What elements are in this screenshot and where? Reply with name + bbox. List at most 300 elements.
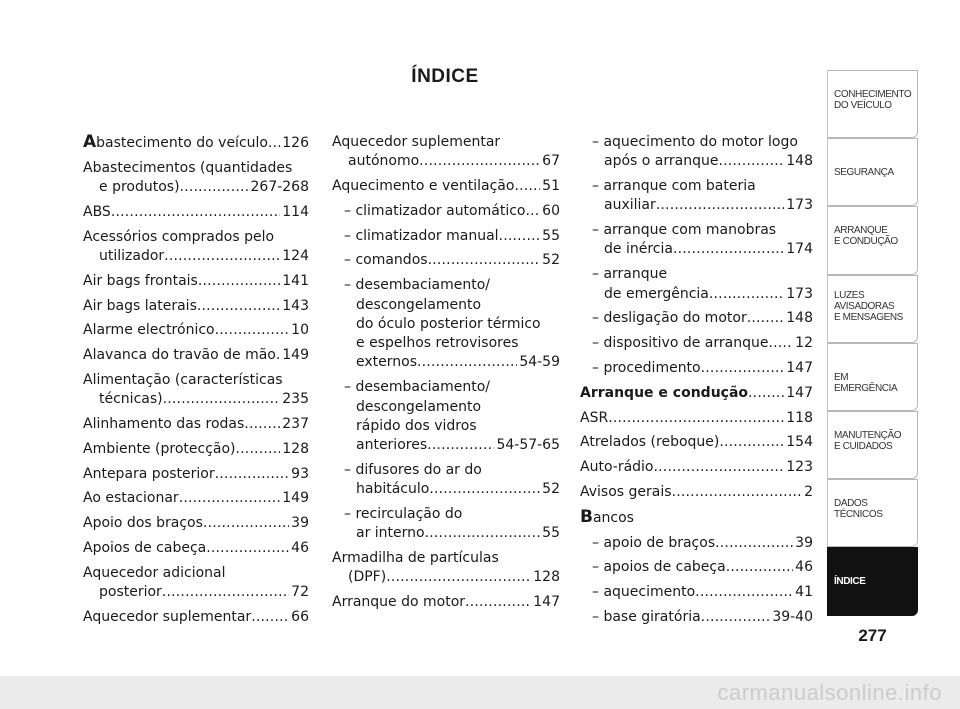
- dot-leader: [715, 534, 793, 553]
- section-tab-label: MANUTENÇÃO: [834, 429, 902, 441]
- dot-leader: [718, 152, 784, 171]
- index-entry-line: [344, 436, 560, 455]
- index-entry-text: [83, 228, 274, 247]
- index-entry-text: [83, 133, 268, 153]
- index-entry-line: [83, 272, 309, 291]
- index-entry-label: – recirculação do: [344, 506, 463, 523]
- index-entry-label: anteriores: [356, 437, 428, 454]
- section-tab-label: DADOS: [834, 498, 868, 510]
- index-entry-label: Atrelados (reboque): [580, 434, 720, 451]
- index-entry: [580, 177, 813, 216]
- index-entry-label: Alavanca do travão de mão: [83, 347, 276, 364]
- index-entry-text: [99, 247, 164, 266]
- index-entry-text: [83, 489, 179, 508]
- index-entry-label: habitáculo: [356, 481, 430, 498]
- index-entry-text: [356, 334, 519, 353]
- index-entry-line: [332, 593, 560, 612]
- index-page-ref: 12: [795, 335, 813, 352]
- dot-leader: [654, 458, 785, 477]
- index-entry-line: [83, 371, 309, 390]
- index-entry-label: Apoios de cabeça: [83, 540, 207, 557]
- index-entry: [332, 251, 560, 270]
- dot-leader: [417, 353, 517, 372]
- index-entry-text: [592, 334, 768, 353]
- index-entry-line: [580, 384, 813, 403]
- index-entry-line: [83, 159, 309, 178]
- index-entry-label: – aquecimento do motor logo: [592, 134, 798, 150]
- dot-leader: [701, 608, 771, 627]
- index-entry-label: Aquecedor suplementar: [83, 608, 252, 625]
- index-entry: [580, 309, 813, 328]
- index-entry-text: [604, 196, 656, 215]
- dot-leader: [429, 480, 540, 499]
- index-entry: [83, 371, 309, 410]
- index-entry-line: [332, 152, 560, 171]
- section-tab-label: SEGURANÇA: [834, 167, 894, 179]
- dot-leader: [656, 196, 785, 215]
- index-page-ref: 147: [786, 359, 813, 376]
- dot-leader: [215, 465, 290, 484]
- index-entry-line: [592, 285, 813, 304]
- index-entry-text: [83, 564, 226, 583]
- index-letter-initial: A: [83, 132, 97, 152]
- index-entry: [580, 265, 813, 304]
- index-entry-text: [356, 480, 429, 499]
- index-entry-line: [344, 398, 560, 417]
- index-page-ref: 128: [282, 440, 309, 457]
- index-entry: [83, 297, 309, 316]
- index-entry-label: Arranque e condução: [580, 384, 749, 401]
- index-entry-line: [580, 409, 813, 428]
- index-entry-line: [344, 378, 560, 397]
- dot-leader: [206, 539, 289, 558]
- index-page-ref: 39: [291, 515, 309, 532]
- index-entry-label: técnicas): [99, 391, 163, 408]
- index-entry-line: [83, 489, 309, 508]
- index-entry-line: [83, 415, 309, 434]
- index-entry-line: [592, 309, 813, 328]
- index-entry-label: do óculo posterior térmico: [356, 315, 541, 332]
- index-entry-line: [83, 583, 309, 602]
- index-page-ref: 46: [795, 559, 813, 576]
- index-entry-line: [83, 228, 309, 247]
- index-entry-label: Air bags laterais: [83, 297, 197, 314]
- index-entry-text: [344, 461, 482, 480]
- index-page-ref: 72: [291, 584, 309, 601]
- index-entry: [83, 346, 309, 365]
- index-entry-text: [332, 549, 499, 568]
- section-tab[interactable]: [827, 70, 918, 138]
- index-entry-text: [592, 583, 695, 602]
- index-entry-label: Apoio dos braços: [83, 515, 203, 532]
- index-entry-line: [83, 178, 309, 197]
- index-entry-text: [356, 524, 425, 543]
- index-entry-line: [83, 514, 309, 533]
- index-entry-label: – arranque com bateria: [592, 178, 756, 195]
- index-entry-label: – dispositivo de arranque: [592, 335, 769, 352]
- index-page-ref: 2: [804, 483, 813, 500]
- index-entry-text: [344, 505, 462, 524]
- index-entry-text: [604, 152, 718, 171]
- index-entry-text: [83, 297, 197, 316]
- section-tab-label: E CUIDADOS: [834, 440, 893, 452]
- dot-leader: [164, 247, 280, 266]
- index-entry-line: [332, 549, 560, 568]
- index-entry-label: – difusores do ar do: [344, 461, 482, 478]
- index-page-ref: 141: [282, 272, 309, 289]
- index-entry-line: [344, 417, 560, 436]
- index-entry: [332, 505, 560, 544]
- index-entry-text: [356, 315, 541, 334]
- index-entry-line: [332, 568, 560, 587]
- index-entry-label: Arranque do motor: [332, 594, 466, 611]
- index-page-ref: 174: [786, 241, 813, 258]
- index-entry-text: [99, 178, 180, 197]
- index-page-ref: 93: [291, 465, 309, 482]
- dot-leader: [701, 359, 785, 378]
- index-entry-text: [332, 593, 465, 612]
- index-entry-line: [592, 265, 813, 284]
- index-entry-line: [344, 202, 560, 221]
- index-entry-text: [580, 508, 634, 528]
- index-entry: [83, 415, 309, 434]
- dot-leader: [179, 489, 281, 508]
- dot-leader: [499, 227, 541, 246]
- dot-leader: [425, 524, 541, 543]
- index-entry: [83, 203, 309, 222]
- index-entry-label: após o arranque: [604, 153, 719, 170]
- index-page-ref: 55: [542, 525, 560, 542]
- index-entry-label: Abastecimentos (quantidades: [83, 159, 293, 176]
- index-entry-label: Antepara posterior: [83, 465, 215, 482]
- index-entry-text: [580, 483, 672, 502]
- index-entry-line: [332, 177, 560, 196]
- index-entry-label: descongelamento: [356, 296, 482, 313]
- dot-leader: [427, 436, 494, 455]
- index-entry-line: [83, 133, 309, 153]
- index-entry-text: [344, 378, 490, 397]
- section-tab[interactable]: [827, 547, 918, 615]
- index-entry-text: [83, 608, 251, 627]
- dot-leader: [465, 593, 531, 612]
- index-entry: [83, 514, 309, 533]
- index-entry-line: [580, 433, 813, 452]
- dot-leader: [726, 558, 793, 577]
- index-entry-text: [356, 353, 417, 372]
- index-entry: [83, 440, 309, 459]
- index-entry-text: [356, 436, 427, 455]
- index-page-ref: 118: [786, 409, 813, 426]
- index-entry-line: [592, 221, 813, 240]
- index-entry-label: rápido dos vidros: [356, 417, 477, 434]
- dot-leader: [244, 415, 280, 434]
- index-entry-line: [83, 203, 309, 222]
- index-page-ref: 123: [786, 459, 813, 476]
- index-entry-line: [344, 296, 560, 315]
- index-entry-label: descongelamento: [356, 398, 482, 415]
- index-page-ref: 60: [542, 202, 560, 219]
- index-entry-label: Aquecimento e ventilação: [332, 178, 515, 195]
- section-tab[interactable]: [827, 138, 918, 206]
- index-entry-label: Aquecedor adicional: [83, 564, 226, 581]
- index-entry-line: [83, 297, 309, 316]
- index-entry-text: [83, 272, 198, 291]
- index-entry: [580, 608, 813, 627]
- index-entry-label: – apoios de cabeça: [592, 559, 726, 576]
- index-entry-label: ABS: [83, 203, 111, 220]
- index-entry-label: Aquecedor suplementar: [332, 134, 501, 150]
- index-entry-line: [592, 534, 813, 553]
- index-entry: [580, 433, 813, 452]
- index-page-ref: 173: [786, 197, 813, 214]
- index-entry: [580, 508, 813, 528]
- index-entry-text: [83, 440, 236, 459]
- index-entry: [332, 177, 560, 196]
- index-page-ref: 46: [291, 540, 309, 557]
- index-entry-text: [592, 133, 798, 152]
- index-entry-label: – base giratória: [592, 608, 701, 625]
- dot-leader: [236, 440, 281, 459]
- section-tab[interactable]: [827, 206, 918, 274]
- index-page-ref: 267-268: [250, 179, 309, 196]
- index-entry-text: [332, 133, 500, 152]
- section-tab-label: TÉCNICOS: [834, 509, 883, 521]
- section-tab-label: AVISADORAS: [834, 300, 895, 312]
- dot-leader: [709, 285, 784, 304]
- index-page-ref: 55: [542, 227, 560, 244]
- index-entry-text: [592, 558, 726, 577]
- index-entry-label: – aquecimento: [592, 584, 696, 601]
- index-entry: [332, 461, 560, 500]
- index-entry: [83, 539, 309, 558]
- dot-leader: [197, 297, 280, 316]
- index-entry-line: [592, 177, 813, 196]
- index-entry-label: Alinhamento das rodas: [83, 416, 245, 433]
- index-page-ref: 52: [542, 252, 560, 269]
- index-entry-label: autónomo: [348, 153, 420, 170]
- index-entry-line: [344, 276, 560, 295]
- section-tab[interactable]: [827, 479, 918, 547]
- index-entry-line: [580, 483, 813, 502]
- section-tab-label: E MENSAGENS: [834, 311, 903, 323]
- index-entry-line: [344, 480, 560, 499]
- index-entry-line: [344, 334, 560, 353]
- index-entry: [83, 272, 309, 291]
- index-entry-line: [592, 196, 813, 215]
- dot-leader: [203, 514, 289, 533]
- index-entry-label: de emergência: [604, 285, 709, 302]
- index-entry-line: [344, 227, 560, 246]
- index-page-ref: 10: [291, 322, 309, 339]
- dot-leader: [747, 309, 785, 328]
- index-entry-text: [604, 285, 709, 304]
- index-entry-line: [332, 133, 560, 152]
- index-entry-line: [592, 359, 813, 378]
- index-entry: [83, 228, 309, 267]
- index-entry-text: [344, 202, 525, 221]
- index-page-ref: 114: [282, 203, 309, 220]
- index-entry-line: [83, 321, 309, 340]
- index-entry-text: [344, 276, 490, 295]
- index-page-ref: 54-57-65: [496, 437, 560, 454]
- index-page-ref: 39: [795, 534, 813, 551]
- index-column-2: [332, 133, 560, 618]
- index-page-ref: 147: [786, 384, 813, 401]
- index-entry-label: – desembaciamento/: [344, 277, 491, 294]
- index-entry: [332, 276, 560, 372]
- index-entry-label: Acessórios comprados pelo: [83, 228, 275, 245]
- index-entry-text: [592, 177, 756, 196]
- index-entry-text: [99, 390, 163, 409]
- index-entry-text: [83, 371, 283, 390]
- index-entry-line: [83, 247, 309, 266]
- index-page-ref: 52: [542, 481, 560, 498]
- index-entry-text: [580, 384, 748, 403]
- index-entry-line: [344, 315, 560, 334]
- index-entry-label: Auto-rádio: [580, 459, 654, 476]
- watermark-bar: [0, 676, 960, 709]
- index-entry-label: ASR: [580, 409, 609, 426]
- index-entry-line: [344, 524, 560, 543]
- index-page-ref: 148: [786, 153, 813, 170]
- index-entry-line: [592, 583, 813, 602]
- index-entry-label: Ambiente (protecção): [83, 440, 236, 457]
- page-number: 277: [858, 626, 887, 645]
- index-column-3: [580, 133, 813, 633]
- index-entry-text: [592, 359, 701, 378]
- index-page-ref: 128: [533, 569, 560, 586]
- index-page-ref: 124: [282, 247, 309, 264]
- index-entry-line: [83, 440, 309, 459]
- index-entry-label: Armadilha de partículas: [332, 550, 499, 567]
- index-entry-text: [348, 152, 419, 171]
- index-entry-label: – comandos: [344, 252, 428, 269]
- index-entry-text: [356, 296, 481, 315]
- index-entry-label: e produtos): [99, 179, 180, 196]
- index-entry-text: [592, 265, 667, 284]
- index-entry-text: [83, 346, 276, 365]
- index-entry: [580, 534, 813, 553]
- index-entry-line: [592, 558, 813, 577]
- index-page-ref: 147: [533, 594, 560, 611]
- dot-leader: [608, 409, 784, 428]
- index-entry-label: Alimentação (características: [83, 371, 283, 388]
- index-entry-label: externos: [356, 354, 417, 371]
- index-entry: [83, 465, 309, 484]
- dot-leader: [428, 251, 541, 270]
- section-tab-label: ÍNDICE: [834, 576, 866, 588]
- index-entry-line: [83, 564, 309, 583]
- index-page-ref: 237: [282, 416, 309, 433]
- index-page-ref: 173: [786, 285, 813, 302]
- index-entry-text: [592, 309, 747, 328]
- index-entry-line: [344, 353, 560, 372]
- index-page-ref: 67: [542, 153, 560, 170]
- index-entry-label: e espelhos retrovisores: [356, 335, 519, 352]
- index-entry-label: – desligação do motor: [592, 310, 747, 327]
- dot-leader: [419, 152, 540, 171]
- index-entry-line: [83, 539, 309, 558]
- index-entry-label: bastecimento do veículo: [96, 135, 268, 151]
- section-tabs: [827, 70, 918, 616]
- section-tab-label: DO VEÍCULO: [834, 100, 892, 111]
- index-entry-text: [356, 398, 481, 417]
- index-entry-label: – desembaciamento/: [344, 379, 491, 396]
- index-entry-line: [592, 133, 813, 152]
- index-entry-text: [344, 227, 499, 246]
- index-entry-label: (DPF): [348, 569, 387, 586]
- index-entry-text: [592, 608, 701, 627]
- index-entry-text: [344, 251, 428, 270]
- index-entry-text: [592, 221, 776, 240]
- index-entry-text: [580, 458, 654, 477]
- section-tab-label: LUZES: [834, 289, 865, 301]
- index-entry-label: – apoio de braços: [592, 534, 716, 551]
- dot-leader: [163, 390, 281, 409]
- section-tab-label: ARRANQUE: [834, 225, 888, 237]
- index-page-ref: 149: [282, 490, 309, 507]
- dot-leader: [180, 178, 249, 197]
- index-entry-text: [83, 514, 203, 533]
- index-entry-label: Avisos gerais: [580, 483, 672, 500]
- index-entry: [83, 159, 309, 198]
- index-page-ref: 148: [786, 310, 813, 327]
- index-entry: [580, 558, 813, 577]
- dot-leader: [768, 334, 793, 353]
- index-entry-line: [344, 505, 560, 524]
- index-entry: [332, 202, 560, 221]
- dot-leader: [673, 240, 784, 259]
- index-entry-text: [83, 203, 111, 222]
- index-entry: [332, 133, 560, 172]
- index-entry: [83, 321, 309, 340]
- index-entry-text: [83, 321, 215, 340]
- section-tab[interactable]: [827, 411, 918, 479]
- section-tab-label: EM EMERGÊNCIA: [834, 371, 898, 394]
- index-entry-text: [83, 465, 215, 484]
- dot-leader: [525, 202, 540, 221]
- index-column-1: [83, 133, 309, 633]
- index-entry-line: [83, 390, 309, 409]
- index-page-ref: 126: [282, 135, 309, 151]
- index-entry-text: [580, 433, 719, 452]
- index-entry-label: ar interno: [356, 525, 425, 542]
- index-entry: [332, 549, 560, 588]
- watermark-text: carmanualsonline.info: [717, 680, 942, 705]
- section-tab[interactable]: [827, 275, 918, 343]
- index-entry-label: Air bags frontais: [83, 272, 198, 289]
- index-entry-text: [83, 539, 206, 558]
- index-entry-label: – arranque: [592, 266, 668, 283]
- index-entry-label: ancos: [592, 509, 634, 526]
- dot-leader: [748, 384, 784, 403]
- index-entry-label: auxiliar: [604, 197, 656, 214]
- index-entry-line: [83, 465, 309, 484]
- index-entry-label: Alarme electrónico: [83, 322, 215, 339]
- index-entry: [580, 483, 813, 502]
- index-entry: [580, 409, 813, 428]
- index-page-ref: 51: [542, 178, 560, 195]
- dot-leader: [215, 321, 290, 340]
- index-entry: [580, 133, 813, 172]
- index-entry: [83, 608, 309, 627]
- index-entry: [332, 593, 560, 612]
- index-entry-line: [344, 251, 560, 270]
- index-entry: [580, 359, 813, 378]
- section-tab[interactable]: [827, 343, 918, 411]
- section-tab-label: CONHECIMENTO: [834, 89, 912, 100]
- index-entry-text: [580, 409, 608, 428]
